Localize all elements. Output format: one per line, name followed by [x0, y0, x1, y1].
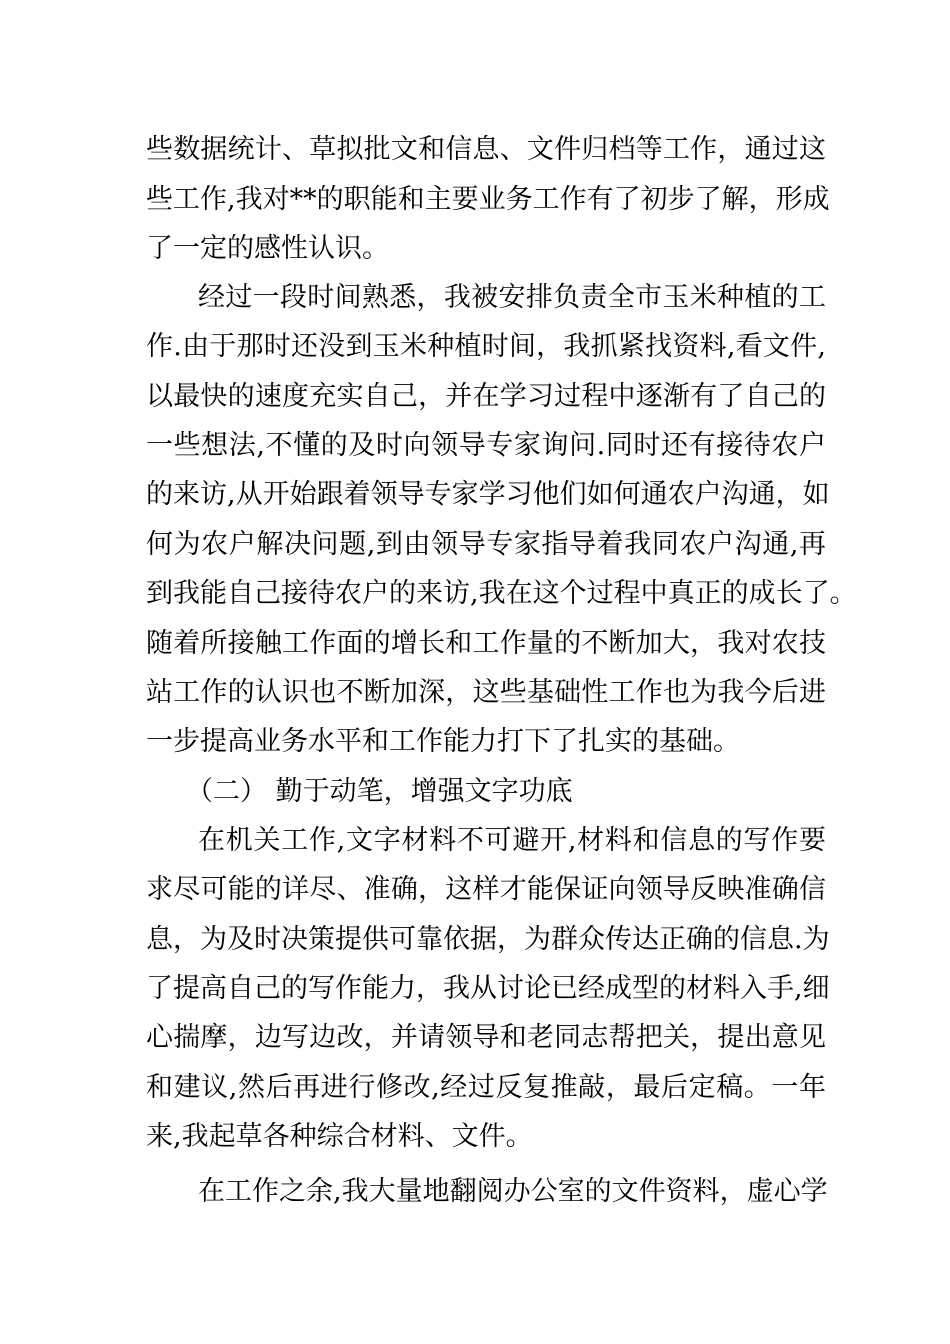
text-line: 一些想法,不懂的及时向领导专家询问.同时还有接待农户	[146, 430, 826, 461]
text-line: 来,我起草各种综合材料、文件。	[146, 1121, 533, 1152]
text-line: 了提高自己的写作能力，我从讨论已经成型的材料入手,细	[146, 973, 830, 1004]
text-line: 站工作的认识也不断加深，这些基础性工作也为我今后进	[146, 677, 826, 708]
text-line: 了一定的感性认识。	[146, 233, 389, 264]
text-line: 心揣摩，边写边改，并请领导和老同志帮把关，提出意见	[146, 1022, 826, 1053]
paragraph-first-line: 在工作之余,我大量地翻阅办公室的文件资料，虚心学	[198, 1176, 828, 1207]
section-heading: （二） 勤于动笔，增强文字功底	[186, 776, 573, 807]
text-line: 一步提高业务水平和工作能力打下了扎实的基础。	[146, 726, 740, 757]
text-line: 些工作,我对**的职能和主要业务工作有了初步了解，形成	[146, 184, 830, 215]
text-line: 和建议,然后再进行修改,经过反复推敲，最后定稿。一年	[146, 1072, 826, 1103]
text-line: 息，为及时决策提供可靠依据，为群众传达正确的信息.为	[146, 924, 830, 955]
text-line: 求尽可能的详尽、准确，这样才能保证向领导反映准确信	[146, 874, 826, 905]
text-line: 以最快的速度充实自己，并在学习过程中逐渐有了自己的	[146, 381, 826, 412]
text-line: 作.由于那时还没到玉米种植时间，我抓紧找资料,看文件,	[146, 331, 826, 362]
text-line: 随着所接触工作面的增长和工作量的不断加大，我对农技	[146, 628, 826, 659]
text-line: 些数据统计、草拟批文和信息、文件归档等工作，通过这	[146, 134, 826, 165]
paragraph-first-line: 在机关工作,文字材料不可避开,材料和信息的写作要	[198, 825, 826, 856]
text-line: 何为农户解决问题,到由领导专家指导着我同农户沟通,再	[146, 529, 826, 560]
paragraph-first-line: 经过一段时间熟悉，我被安排负责全市玉米种植的工	[198, 282, 826, 313]
text-line: 到我能自己接待农户的来访,我在这个过程中真正的成长了。	[146, 578, 857, 609]
text-line: 的来访,从开始跟着领导专家学习他们如何通农户沟通，如	[146, 479, 830, 510]
